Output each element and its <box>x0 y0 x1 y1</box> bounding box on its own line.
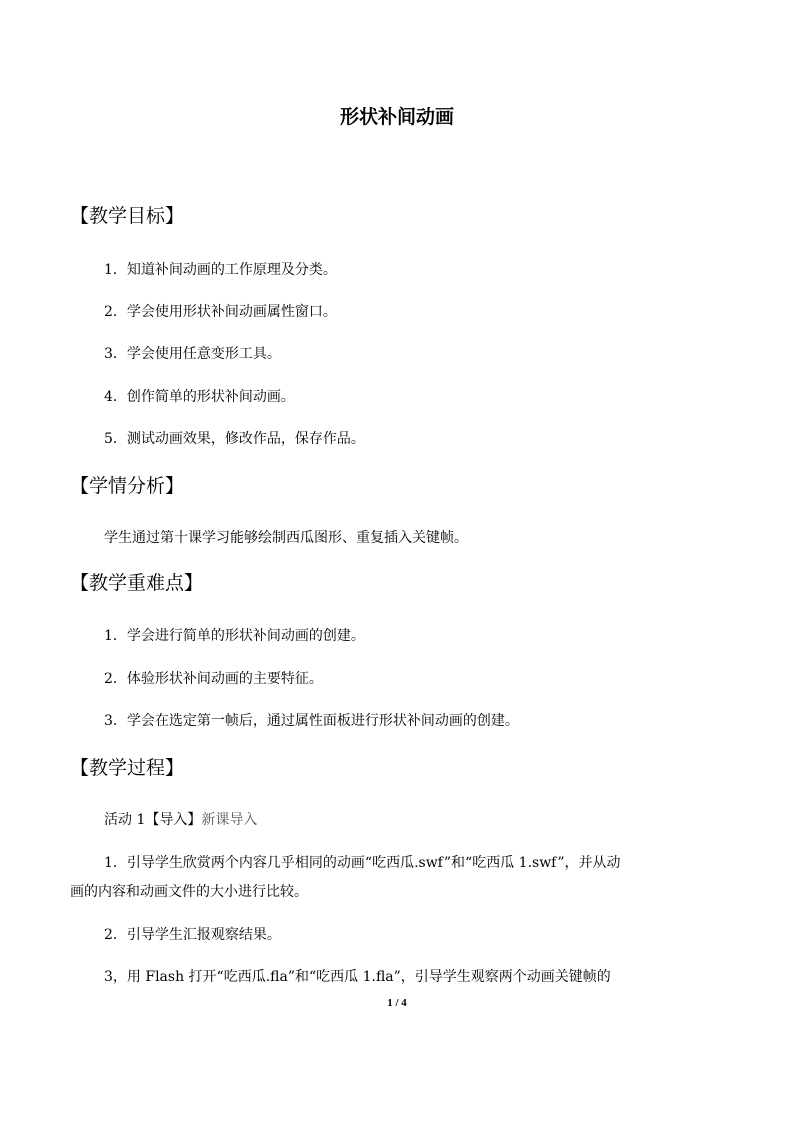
page-number: 1 / 4 <box>387 997 407 1009</box>
activity-name: 新课导入 <box>201 812 258 828</box>
section-heading-analysis: 【学情分析】 <box>70 475 185 497</box>
objective-item: 4．创作简单的形状补间动画。 <box>104 389 295 405</box>
objective-item: 1．知道补间动画的工作原理及分类。 <box>104 262 337 278</box>
keypoint-item: 1．学会进行简单的形状补间动画的创建。 <box>104 628 365 644</box>
process-step-2: 2．引导学生汇报观察结果。 <box>104 927 281 943</box>
section-heading-process: 【教学过程】 <box>70 757 185 779</box>
objective-item: 3．学会使用任意变形工具。 <box>104 346 281 362</box>
document-title: 形状补间动画 <box>339 106 454 128</box>
process-step-3: 3，用 Flash 打开“吃西瓜.fla”和“吃西瓜 1.fla”，引导学生观察两个动画关键帧的 <box>104 969 611 985</box>
activity-line <box>104 809 257 831</box>
section-heading-objectives: 【教学目标】 <box>70 205 185 227</box>
keypoint-item: 3．学会在选定第一帧后，通过属性面板进行形状补间动画的创建。 <box>104 713 519 729</box>
objective-item: 2．学会使用形状补间动画属性窗口。 <box>104 304 337 320</box>
process-step-1-line-2: 画的内容和动画文件的大小进行比较。 <box>70 884 308 900</box>
objective-item: 5．测试动画效果，修改作品，保存作品。 <box>104 431 365 447</box>
analysis-text: 学生通过第十课学习能够绘制西瓜图形、重复插入关键帧。 <box>104 530 468 546</box>
process-step-1-line-1: 1．引导学生欣赏两个内容几乎相同的动画“吃西瓜.swf”和“吃西瓜 1.swf”，并从动 <box>104 855 621 871</box>
keypoint-item: 2．体验形状补间动画的主要特征。 <box>104 671 323 687</box>
section-heading-keypoints: 【教学重难点】 <box>70 572 204 594</box>
activity-prefix: 活动 1【导入】 <box>104 812 202 828</box>
